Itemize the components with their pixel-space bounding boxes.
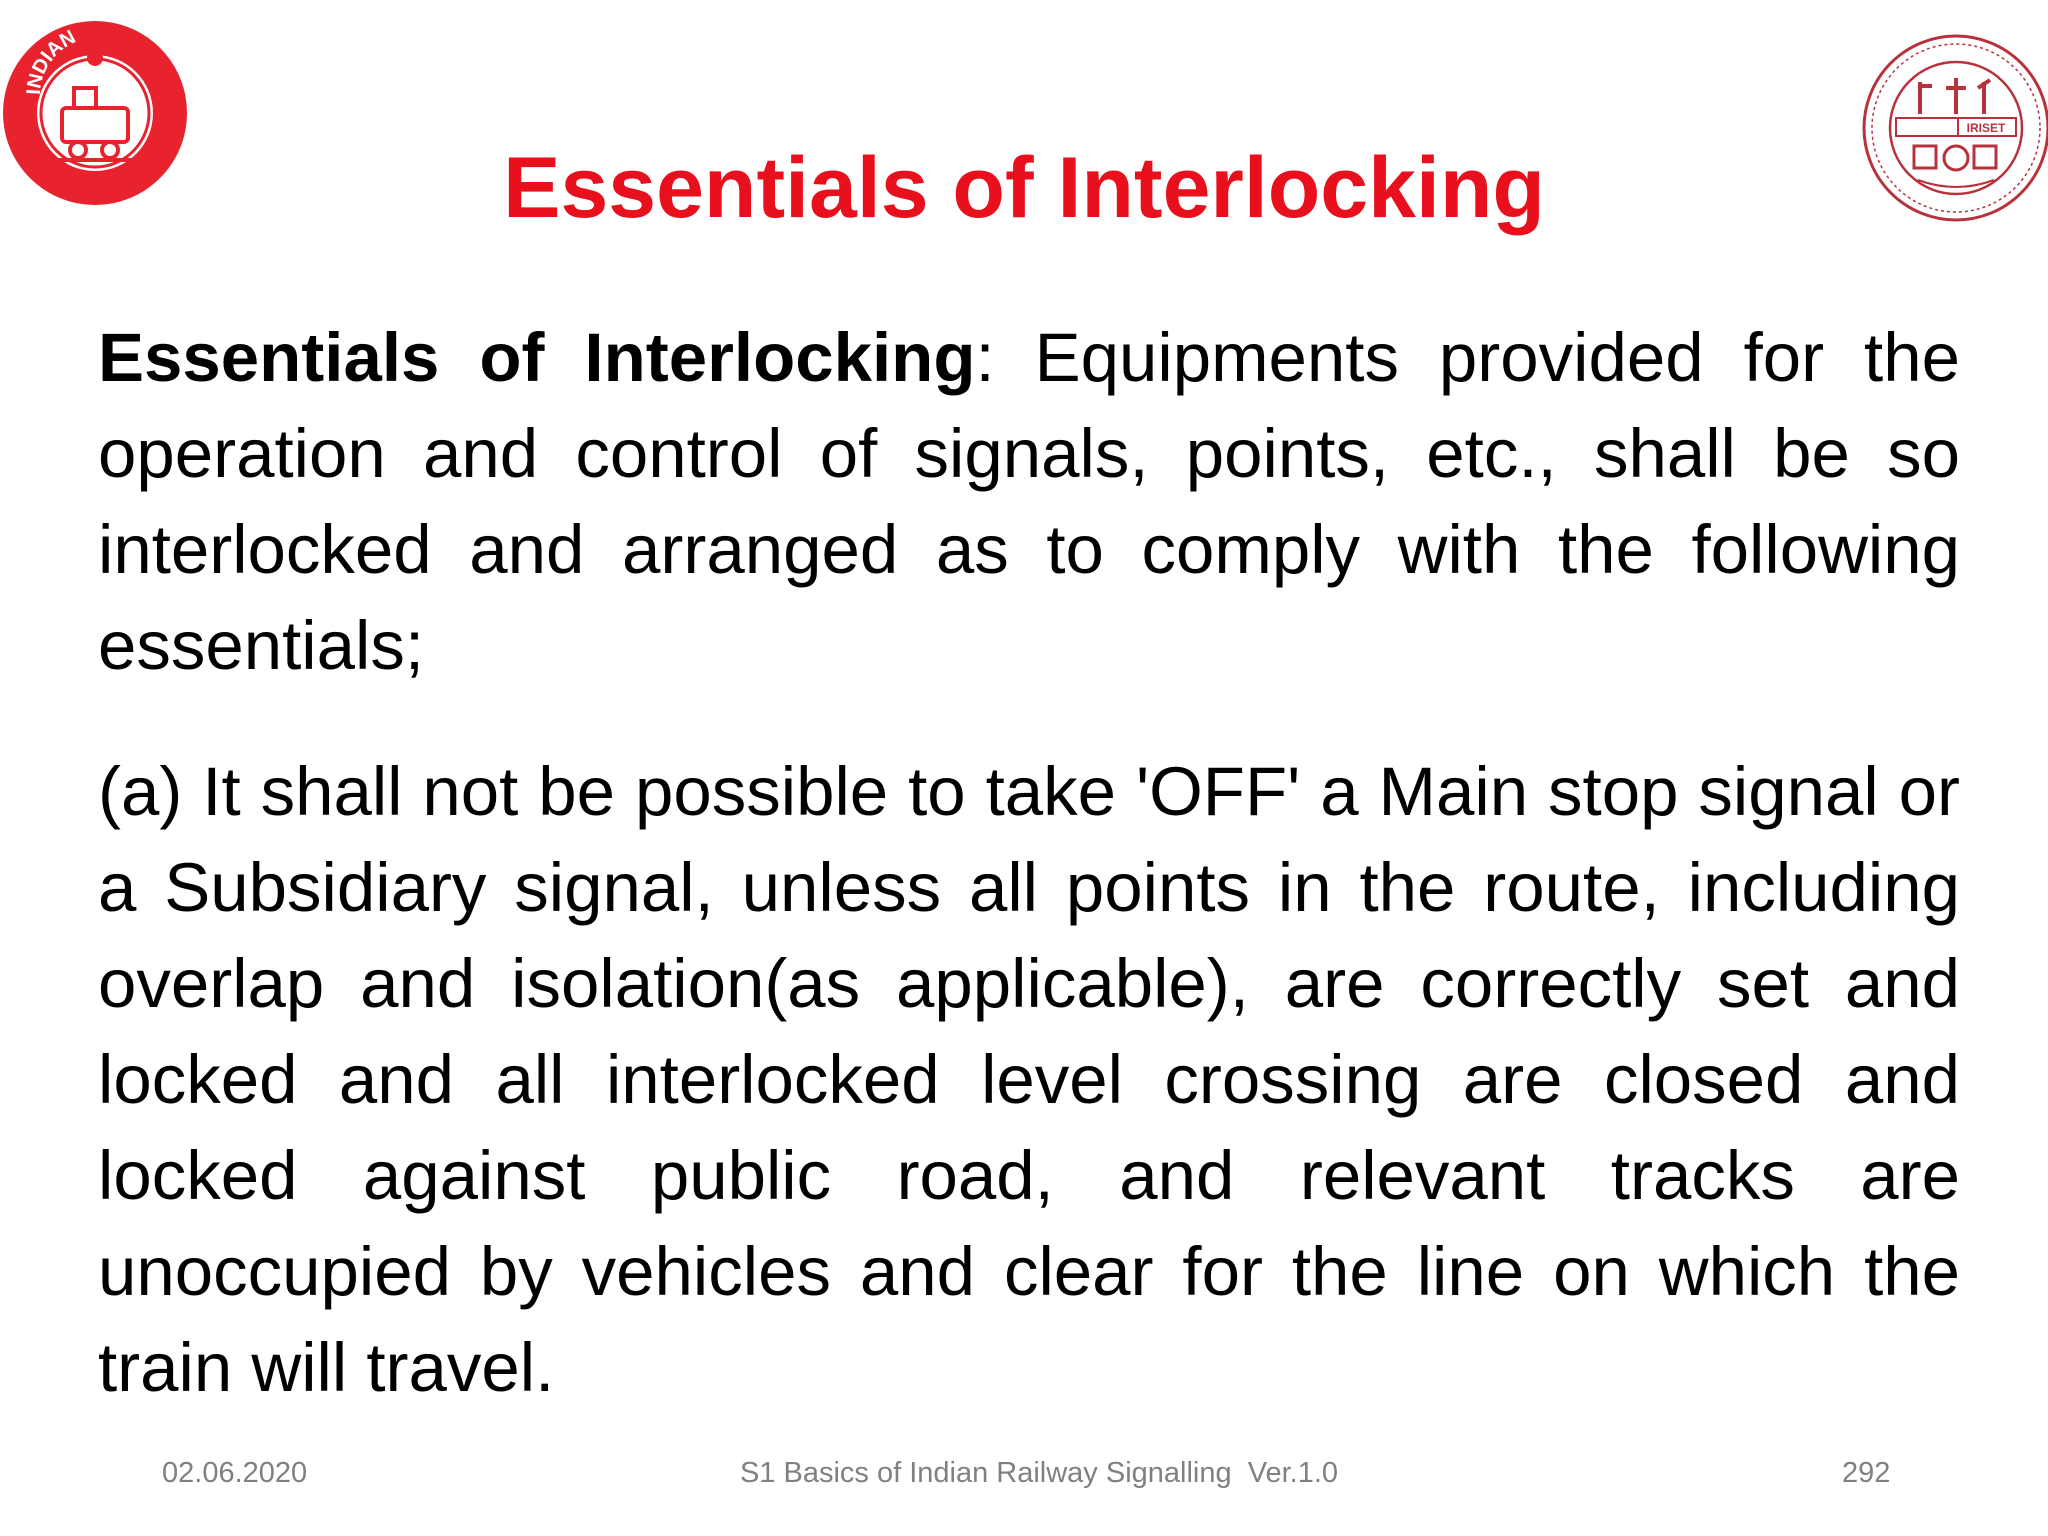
slide-title <box>0 138 2048 238</box>
footer-title: S1 Basics of Indian Railway Signalling Ver.1.0 <box>739 1457 1339 1489</box>
svg-text:INDIAN: INDIAN <box>22 26 80 96</box>
slide-body <box>98 310 1960 1416</box>
intro-text: : Equipments provided for the operation and control of signals, points, etc., shall be so interlocked and arranged as to comply with the following essentials; <box>98 319 1960 684</box>
item-a-paragraph: (a) It shall not be possible to take 'OFF' a Main stop signal or a Subsidiary signal, unless all points in the route, including overlap and isolation(as applicable), are correctly set and locked and all interlocked level crossing are closed and locked against public road, and relevant tracks are unoccupied by vehicles and clear for the line on which the train will travel. <box>98 753 1960 1406</box>
footer-page-number: 292 <box>1842 1457 1891 1489</box>
footer-date: 02.06.2020 <box>162 1457 308 1489</box>
intro-paragraph <box>98 310 1960 694</box>
intro-term: Essentials of Interlocking <box>98 319 976 396</box>
slide-title-text: Essentials of Interlocking <box>503 140 1545 236</box>
svg-text:IRISET: IRISET <box>1966 121 2006 135</box>
